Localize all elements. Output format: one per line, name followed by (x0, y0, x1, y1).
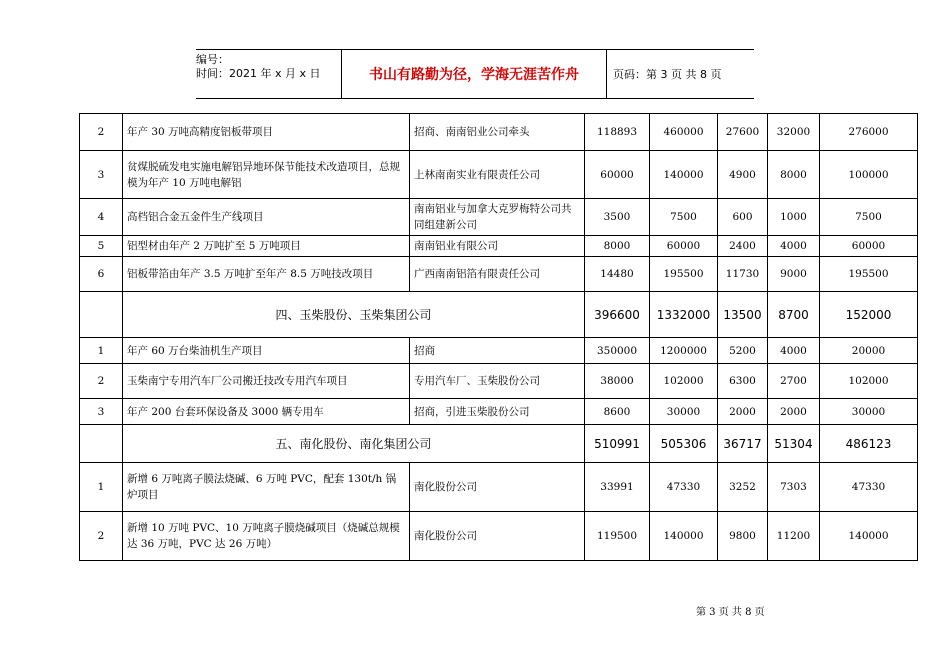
row-index: 1 (80, 338, 123, 364)
value-1: 119500 (585, 512, 650, 561)
value-4: 9000 (768, 257, 820, 292)
page-code: 页码：第 3 页 共 8 页 (613, 68, 722, 81)
table-row (80, 512, 918, 561)
section-index-cell (80, 425, 123, 463)
table-body (80, 114, 918, 561)
value-5: 30000 (820, 399, 918, 425)
value-1: 60000 (585, 151, 650, 199)
project-name: 铝型材由年产 2 万吨扩至 5 万吨项目 (123, 236, 410, 257)
section-row (80, 292, 918, 338)
value-2: 140000 (650, 151, 718, 199)
section-value-2: 505306 (650, 425, 718, 463)
project-name: 新增 6 万吨离子膜法烧碱、6 万吨 PVC，配套 130t/h 锅炉项目 (123, 463, 410, 512)
row-index: 2 (80, 512, 123, 561)
value-4: 32000 (768, 114, 820, 151)
section-value-4: 8700 (768, 292, 820, 338)
row-index: 2 (80, 114, 123, 151)
value-1: 14480 (585, 257, 650, 292)
value-3: 27600 (718, 114, 768, 151)
page-footer: 第 3 页 共 8 页 (696, 607, 765, 618)
project-name: 新增 10 万吨 PVC、10 万吨离子膜烧碱项目（烧碱总规模达 36 万吨，PVC 达 26 万吨） (123, 512, 410, 561)
project-owner: 专用汽车厂、玉柴股份公司 (410, 364, 585, 399)
value-3: 600 (718, 199, 768, 236)
project-owner: 招商、南南铝业公司牵头 (410, 114, 585, 151)
value-3: 5200 (718, 338, 768, 364)
section-value-5: 486123 (820, 425, 918, 463)
project-name: 年产 60 万台柴油机生产项目 (123, 338, 410, 364)
value-1: 8600 (585, 399, 650, 425)
value-2: 140000 (650, 512, 718, 561)
value-4: 7303 (768, 463, 820, 512)
value-1: 38000 (585, 364, 650, 399)
project-name: 高档铝合金五金件生产线项目 (123, 199, 410, 236)
number-label: 编号： (196, 53, 229, 66)
value-1: 33991 (585, 463, 650, 512)
table-row (80, 364, 918, 399)
value-3: 4900 (718, 151, 768, 199)
section-row (80, 425, 918, 463)
project-owner: 招商，引进玉柴股份公司 (410, 399, 585, 425)
time-label: 时间：2021 年 x 月 x 日 (196, 67, 321, 80)
row-index: 3 (80, 399, 123, 425)
table-row (80, 114, 918, 151)
project-name: 年产 200 台套环保设备及 3000 辆专用车 (123, 399, 410, 425)
value-5: 60000 (820, 236, 918, 257)
value-2: 7500 (650, 199, 718, 236)
value-3: 2000 (718, 399, 768, 425)
row-index: 5 (80, 236, 123, 257)
value-2: 460000 (650, 114, 718, 151)
value-2: 102000 (650, 364, 718, 399)
value-3: 3252 (718, 463, 768, 512)
table-row (80, 199, 918, 236)
value-4: 2700 (768, 364, 820, 399)
section-title: 五、南化股份、南化集团公司 (123, 425, 585, 463)
project-owner: 南化股份公司 (410, 463, 585, 512)
section-title: 四、玉柴股份、玉柴集团公司 (123, 292, 585, 338)
table-row (80, 338, 918, 364)
value-3: 6300 (718, 364, 768, 399)
value-3: 11730 (718, 257, 768, 292)
value-1: 118893 (585, 114, 650, 151)
section-value-1: 396600 (585, 292, 650, 338)
row-index: 4 (80, 199, 123, 236)
table-row (80, 463, 918, 512)
value-2: 60000 (650, 236, 718, 257)
project-table (79, 113, 918, 561)
value-2: 1200000 (650, 338, 718, 364)
value-2: 195500 (650, 257, 718, 292)
page-header (196, 49, 754, 99)
project-owner: 南化股份公司 (410, 512, 585, 561)
table-row (80, 257, 918, 292)
row-index: 1 (80, 463, 123, 512)
value-4: 1000 (768, 199, 820, 236)
value-4: 4000 (768, 236, 820, 257)
section-value-3: 13500 (718, 292, 768, 338)
value-5: 20000 (820, 338, 918, 364)
row-index: 3 (80, 151, 123, 199)
value-2: 47330 (650, 463, 718, 512)
value-5: 276000 (820, 114, 918, 151)
row-index: 2 (80, 364, 123, 399)
section-value-1: 510991 (585, 425, 650, 463)
project-name: 铝板带箔由年产 3.5 万吨扩至年产 8.5 万吨技改项目 (123, 257, 410, 292)
project-name: 年产 30 万吨高精度铝板带项目 (123, 114, 410, 151)
value-5: 7500 (820, 199, 918, 236)
project-owner: 南南铝业有限公司 (410, 236, 585, 257)
section-value-5: 152000 (820, 292, 918, 338)
row-index: 6 (80, 257, 123, 292)
value-5: 102000 (820, 364, 918, 399)
value-3: 9800 (718, 512, 768, 561)
header-meta (196, 50, 341, 98)
section-value-2: 1332000 (650, 292, 718, 338)
value-5: 195500 (820, 257, 918, 292)
value-1: 8000 (585, 236, 650, 257)
value-1: 350000 (585, 338, 650, 364)
value-4: 11200 (768, 512, 820, 561)
value-4: 2000 (768, 399, 820, 425)
table-row (80, 151, 918, 199)
project-owner: 广西南南铝箔有限责任公司 (410, 257, 585, 292)
value-4: 8000 (768, 151, 820, 199)
table-row (80, 399, 918, 425)
value-5: 47330 (820, 463, 918, 512)
motto: 书山有路勤为径，学海无涯苦作舟 (341, 50, 607, 98)
project-name: 玉柴南宁专用汽车厂公司搬迁技改专用汽车项目 (123, 364, 410, 399)
value-3: 2400 (718, 236, 768, 257)
project-name: 贫煤脱硫发电实施电解铝异地环保节能技术改造项目，总规模为年产 10 万吨电解铝 (123, 151, 410, 199)
section-value-3: 36717 (718, 425, 768, 463)
project-owner: 上林南南实业有限责任公司 (410, 151, 585, 199)
value-1: 3500 (585, 199, 650, 236)
section-value-4: 51304 (768, 425, 820, 463)
project-owner: 南南铝业与加拿大克罗梅特公司共同组建新公司 (410, 199, 585, 236)
value-5: 140000 (820, 512, 918, 561)
value-5: 100000 (820, 151, 918, 199)
project-owner: 招商 (410, 338, 585, 364)
value-2: 30000 (650, 399, 718, 425)
value-4: 4000 (768, 338, 820, 364)
table-row (80, 236, 918, 257)
section-index-cell (80, 292, 123, 338)
